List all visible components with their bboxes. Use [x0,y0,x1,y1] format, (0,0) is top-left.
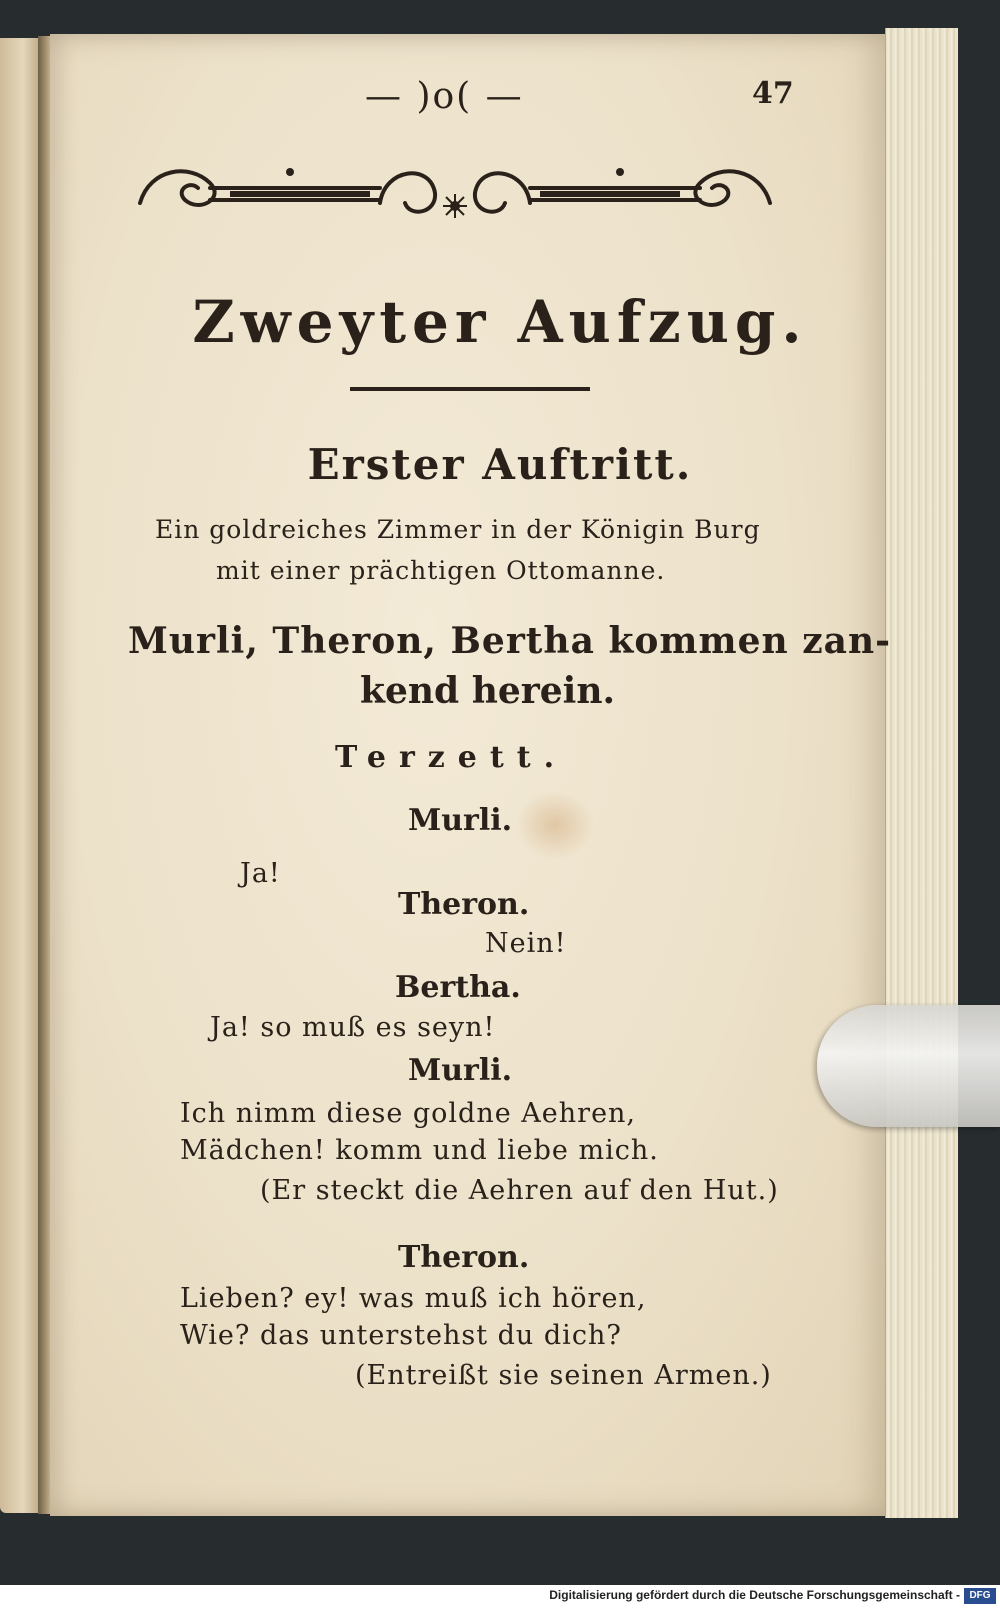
bookmark-clip [817,1005,1000,1127]
dfg-logo-icon: DFG [964,1588,996,1604]
stage-setting-line: mit einer prächtigen Ottomanne. [216,556,666,585]
speaker-name: Murli. [408,803,513,838]
dialogue-line: Ich nimm diese goldne Aehren, [180,1098,637,1129]
act-title: Zweyter Aufzug. [192,288,808,356]
speaker-name: Bertha. [395,970,521,1005]
stage-setting-line: Ein goldreiches Zimmer in der Königin Burg [155,515,761,544]
dialogue-line: Ja! [240,858,281,889]
speaker-name: Murli. [408,1053,513,1088]
running-head: — )o( — [365,76,524,117]
entrance-direction: Murli, Theron, Bertha kommen zan- [128,620,892,662]
dialogue-line: Wie? das unterstehst du dich? [180,1320,622,1351]
speaker-name: Theron. [398,887,530,922]
ornament-icon [130,158,780,228]
page-block-edges [885,28,958,1518]
dialogue-line: Lieben? ey! was muß ich hören, [180,1283,647,1314]
page-stain [515,790,595,860]
stage-direction: (Entreißt sie seinen Armen.) [355,1360,772,1391]
funding-credit: Digitalisierung gefördert durch die Deutsche Forschungsgemeinschaft - [549,1588,960,1602]
speaker-name: Theron. [398,1240,530,1275]
page-number: 47 [752,76,794,111]
dialogue-line: Mädchen! komm und liebe mich. [180,1135,659,1166]
trio-heading: Terzett. [335,740,568,775]
divider-rule [350,387,590,391]
facing-page-edge [0,38,42,1513]
digitization-footer [0,1586,1000,1610]
stage-direction: (Er steckt die Aehren auf den Hut.) [260,1175,779,1206]
scene-title: Erster Auftritt. [307,440,693,489]
dialogue-line: Ja! so muß es seyn! [210,1012,496,1043]
dialogue-line: Nein! [485,928,567,959]
entrance-direction: kend herein. [360,670,616,712]
